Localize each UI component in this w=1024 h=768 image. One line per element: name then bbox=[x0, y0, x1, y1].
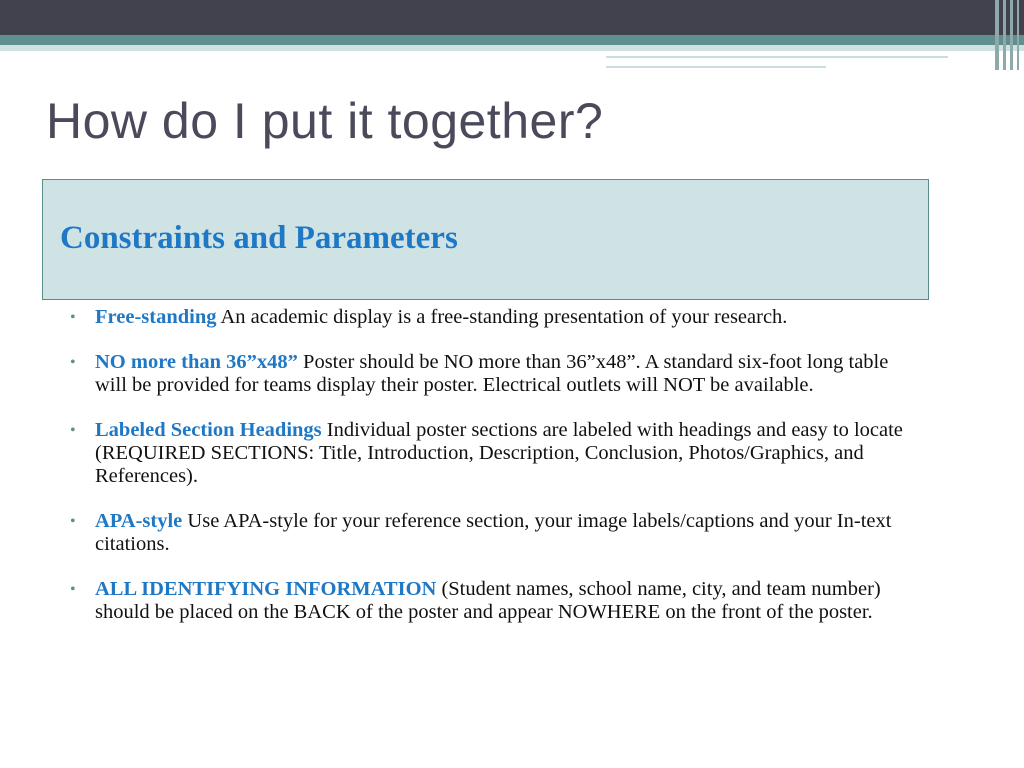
slide-title: How do I put it together? bbox=[46, 93, 604, 149]
header-vertical-bar bbox=[1003, 0, 1006, 70]
bullet-lead: Labeled Section Headings bbox=[95, 419, 322, 441]
bullet-lead: NO more than 36”x48” bbox=[95, 351, 298, 373]
bullet-dot: • bbox=[70, 513, 76, 530]
bullet-dot: • bbox=[70, 581, 76, 598]
bullet-item bbox=[70, 419, 920, 488]
header-vertical-bar bbox=[1010, 0, 1013, 70]
header-band-dark bbox=[0, 0, 1024, 35]
bullet-dot: • bbox=[70, 354, 76, 371]
slide-subtitle: Constraints and Parameters bbox=[60, 220, 458, 256]
header-band-teal bbox=[0, 35, 1024, 45]
bullet-dot: • bbox=[70, 309, 76, 326]
bullet-item bbox=[70, 578, 920, 624]
bullet-lead: APA-style bbox=[95, 510, 183, 532]
bullet-text: Poster should be NO more than 36”x48”. A standard six-foot long table will be provided for teams display their poster. Electrical outlets will NOT be available. bbox=[95, 351, 889, 396]
header-vertical-bar bbox=[1017, 0, 1019, 70]
header-accent-line bbox=[606, 66, 826, 68]
header-vertical-bar bbox=[995, 0, 999, 70]
header-band-light bbox=[0, 45, 1024, 51]
bullet-text: Individual poster sections are labeled with headings and easy to locate (REQUIRED SECTIONS: Title, Introduction, Description, Conclusion, Photos/Graphics, and References). bbox=[95, 419, 903, 487]
bullet-lead: Free-standing bbox=[95, 306, 217, 328]
bullet-text: An academic display is a free-standing presentation of your research. bbox=[216, 306, 788, 328]
bullet-text: Use APA-style for your reference section, your image labels/captions and your In-text citations. bbox=[95, 510, 892, 555]
bullet-item bbox=[70, 351, 920, 397]
header-accent-line bbox=[606, 56, 948, 58]
bullet-item bbox=[70, 306, 920, 329]
bullet-text: (Student names, school name, city, and team number) should be placed on the BACK of the poster and appear NOWHERE on the front of the poster. bbox=[95, 578, 881, 623]
bullet-dot: • bbox=[70, 422, 76, 439]
bullet-lead: ALL IDENTIFYING INFORMATION bbox=[95, 578, 437, 600]
bullet-item bbox=[70, 510, 920, 556]
subtitle-box bbox=[42, 179, 929, 300]
bullet-list bbox=[70, 306, 920, 646]
